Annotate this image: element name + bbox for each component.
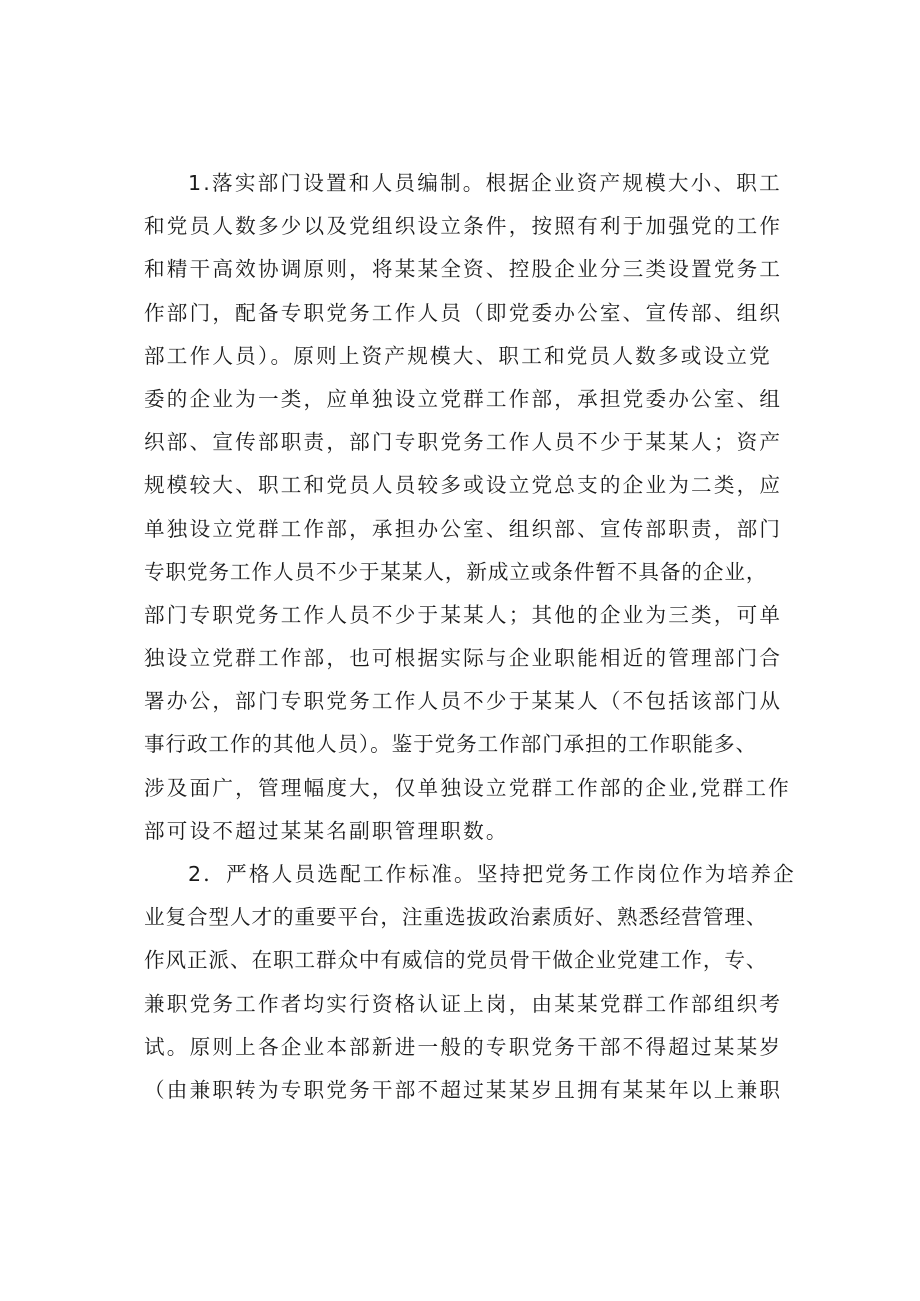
paragraph-1-line: 单独设立党群工作部，承担办公室、组织部、宣传部职责，部门 [144, 516, 783, 541]
paragraph-1-line: 专职党务工作人员不少于某某人，新成立或条件暂不具备的企业， [144, 559, 768, 584]
paragraph-2-line: 作风正派、在职工群众中有威信的党员骨干做企业党建工作，专、 [144, 948, 768, 973]
paragraph-2 [144, 853, 828, 1112]
paragraph-1-line: 和精干高效协调原则，将某某全资、控股企业分三类设置党务工 [144, 257, 783, 282]
paragraph-1-line: 署办公，部门专职党务工作人员不少于某某人（不包括该部门从 [144, 689, 783, 714]
document-body [144, 162, 828, 1112]
paragraph-2-line: （由兼职转为专职党务干部不超过某某岁且拥有某某年以上兼职 [144, 1077, 783, 1102]
paragraph-1 [144, 162, 828, 853]
paragraph-1-line: 作部门，配备专职党务工作人员（即党委办公室、宣传部、组织 [144, 300, 783, 325]
paragraph-1-line: 涉及面广，管理幅度大，仅单独设立党群工作部的企业,党群工作 [144, 775, 791, 800]
paragraph-1-line: 部门专职党务工作人员不少于某某人；其他的企业为三类，可单 [144, 602, 783, 627]
paragraph-1-line: 规模较大、职工和党员人员较多或设立党总支的企业为二类，应 [144, 473, 783, 498]
paragraph-1-line: 部可设不超过某某名副职管理职数。 [144, 818, 509, 843]
paragraph-1-line: 独设立党群工作部，也可根据实际与企业职能相近的管理部门合 [144, 646, 783, 671]
paragraph-1-line: 1.落实部门设置和人员编制。根据企业资产规模大小、职工 [188, 171, 782, 195]
paragraph-1-line: 织部、宣传部职责，部门专职党务工作人员不少于某某人；资产 [144, 430, 783, 455]
paragraph-2-line: 2．严格人员选配工作标准。坚持把党务工作岗位作为培养企 [188, 862, 796, 886]
paragraph-1-line: 和党员人数多少以及党组织设立条件，按照有利于加强党的工作 [144, 214, 783, 239]
paragraph-1-line: 委的企业为一类，应单独设立党群工作部，承担党委办公室、组 [144, 386, 783, 411]
paragraph-2-line: 试。原则上各企业本部新进一般的专职党务干部不得超过某某岁 [144, 1034, 783, 1059]
paragraph-2-line: 兼职党务工作者均实行资格认证上岗，由某某党群工作部组织考 [144, 991, 783, 1016]
paragraph-2-line: 业复合型人才的重要平台，注重选拔政治素质好、熟悉经营管理、 [144, 905, 768, 930]
paragraph-1-line: 事行政工作的其他人员）。鉴于党务工作部门承担的工作职能多、 [144, 732, 758, 757]
paragraph-1-line: 部工作人员）。原则上资产规模大、职工和党员人数多或设立党 [144, 343, 772, 368]
